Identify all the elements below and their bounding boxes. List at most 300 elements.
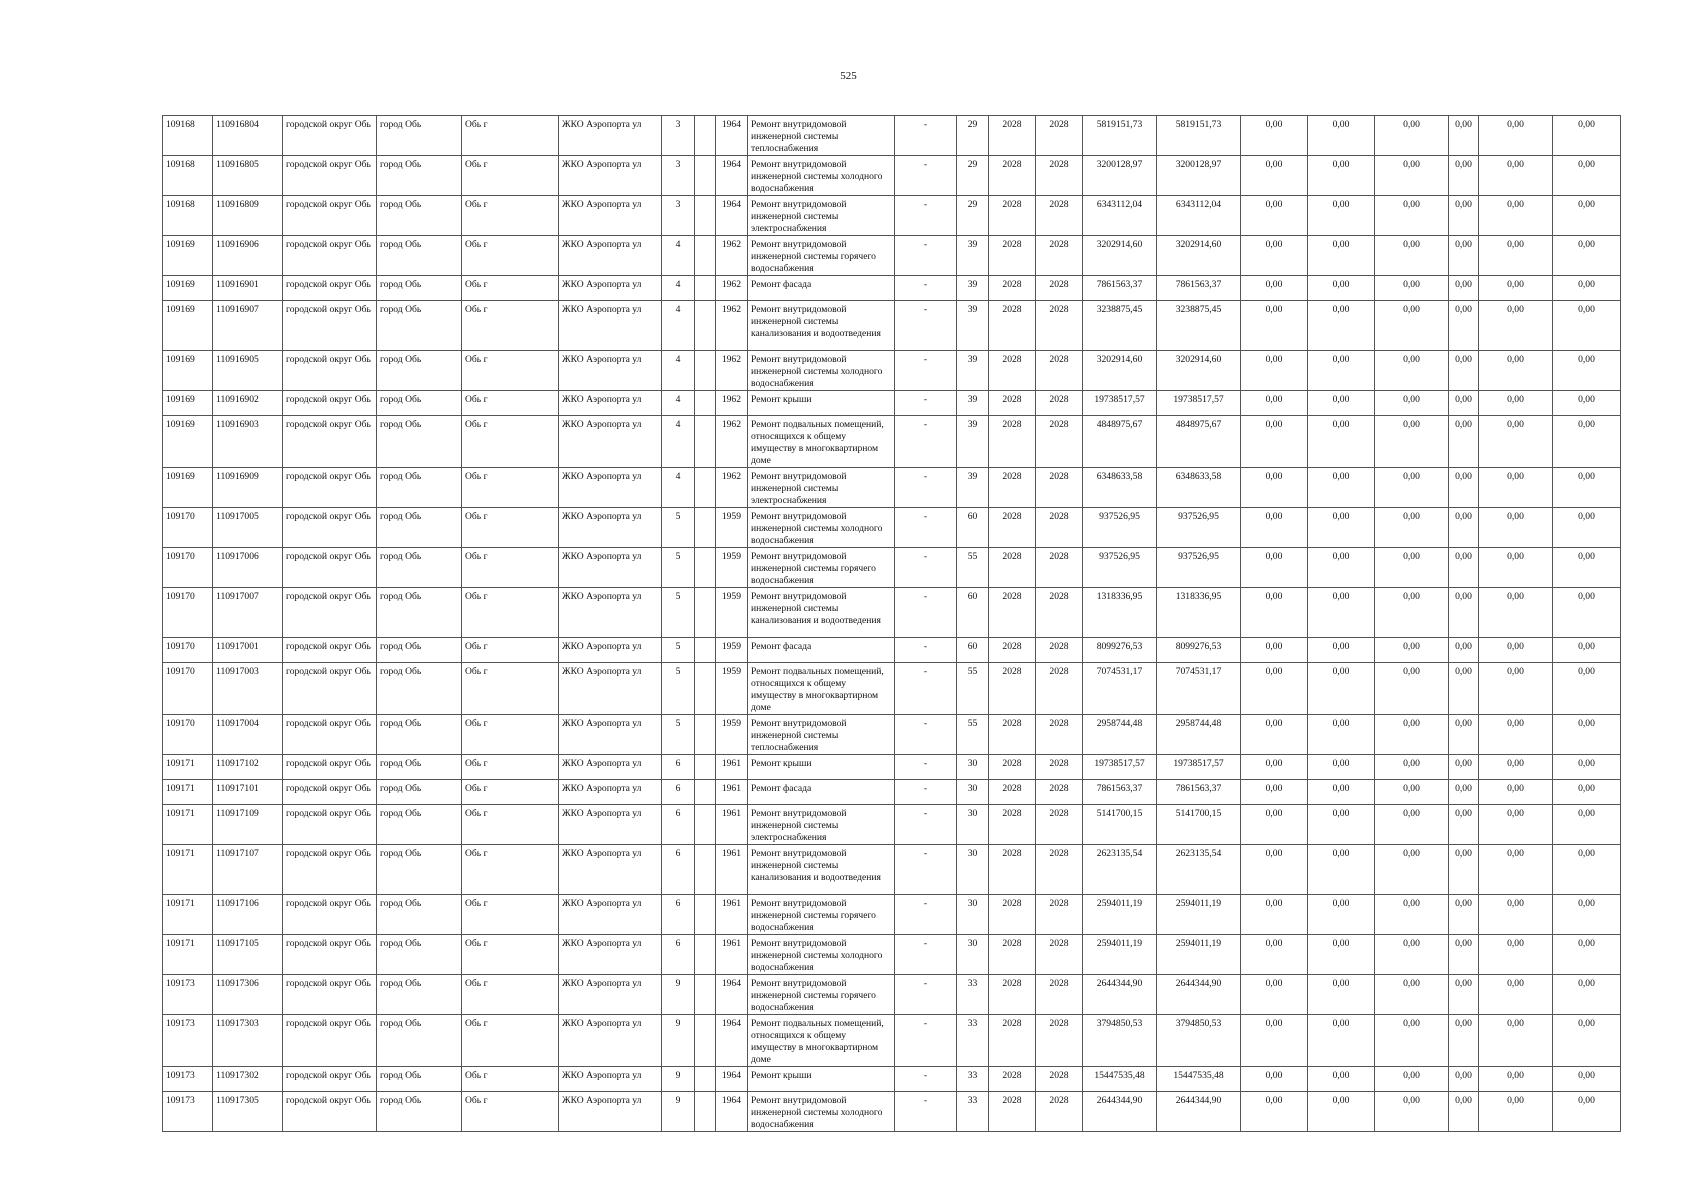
plan-year-end-cell: 2028: [1036, 663, 1083, 715]
work-code-cell: 110917306: [213, 975, 283, 1015]
table-row: [163, 276, 1621, 301]
fund-2-cell: 0,00: [1308, 663, 1375, 715]
fund-5-cell: 0,00: [1479, 416, 1553, 468]
fund-1-cell: 0,00: [1241, 1015, 1308, 1067]
fund-2-cell: 0,00: [1308, 156, 1375, 196]
dash-cell: -: [895, 805, 957, 845]
house-number-cell: 5: [662, 715, 695, 755]
work-type-cell: Ремонт крыши: [748, 755, 895, 780]
building-letter-cell: [695, 196, 716, 236]
work-code-cell: 110917004: [213, 715, 283, 755]
work-code-cell: 110917109: [213, 805, 283, 845]
plan-year-start-cell: 2028: [989, 1092, 1036, 1132]
settlement-cell: город Обь: [377, 715, 462, 755]
work-code-cell: 110916804: [213, 116, 283, 156]
work-type-cell: Ремонт внутридомовой инженерной системы канализования и водоотведения: [748, 588, 895, 638]
plan-year-start-cell: 2028: [989, 351, 1036, 391]
dash-cell: -: [895, 391, 957, 416]
street-cell: ЖКО Аэропорта ул: [559, 391, 662, 416]
settlement-cell: город Обь: [377, 391, 462, 416]
fund-4-cell: 0,00: [1449, 1092, 1479, 1132]
settlement-cell: город Обь: [377, 301, 462, 351]
fund-5-cell: 0,00: [1479, 116, 1553, 156]
plan-year-end-cell: 2028: [1036, 935, 1083, 975]
wear-cell: 29: [957, 156, 989, 196]
work-type-cell: Ремонт подвальных помещений, относящихся к общему имуществу в многоквартирном доме: [748, 1015, 895, 1067]
fund-3-cell: 0,00: [1375, 1092, 1449, 1132]
fund-1-cell: 0,00: [1241, 715, 1308, 755]
plan-year-start-cell: 2028: [989, 1015, 1036, 1067]
year-built-cell: 1962: [716, 276, 748, 301]
table-row: [163, 1092, 1621, 1132]
house-number-cell: 5: [662, 508, 695, 548]
dash-cell: -: [895, 715, 957, 755]
street-cell: ЖКО Аэропорта ул: [559, 116, 662, 156]
city-cell: Обь г: [462, 116, 559, 156]
work-code-cell: 110917101: [213, 780, 283, 805]
fund-4-cell: 0,00: [1449, 755, 1479, 780]
work-code-cell: 110917302: [213, 1067, 283, 1092]
dash-cell: -: [895, 351, 957, 391]
house-number-cell: 5: [662, 588, 695, 638]
fund-3-cell: 0,00: [1375, 1015, 1449, 1067]
cost-cell: 1318336,95: [1083, 588, 1157, 638]
wear-cell: 33: [957, 1067, 989, 1092]
fund-3-cell: 0,00: [1375, 548, 1449, 588]
work-type-cell: Ремонт внутридомовой инженерной системы электроснабжения: [748, 468, 895, 508]
house-number-cell: 4: [662, 391, 695, 416]
cost-cell: 2623135,54: [1083, 845, 1157, 895]
city-cell: Обь г: [462, 588, 559, 638]
work-type-cell: Ремонт внутридомовой инженерной системы горячего водоснабжения: [748, 975, 895, 1015]
house-number-cell: 4: [662, 301, 695, 351]
fund-5-cell: 0,00: [1479, 1067, 1553, 1092]
wear-cell: 39: [957, 236, 989, 276]
row-id-cell: 109169: [163, 236, 213, 276]
fund-1-cell: 0,00: [1241, 780, 1308, 805]
total-cost-cell: 2594011,19: [1157, 935, 1241, 975]
total-cost-cell: 2958744,48: [1157, 715, 1241, 755]
building-letter-cell: [695, 780, 716, 805]
house-number-cell: 3: [662, 196, 695, 236]
fund-1-cell: 0,00: [1241, 301, 1308, 351]
street-cell: ЖКО Аэропорта ул: [559, 468, 662, 508]
plan-year-end-cell: 2028: [1036, 845, 1083, 895]
wear-cell: 30: [957, 780, 989, 805]
table-row: [163, 1015, 1621, 1067]
dash-cell: -: [895, 156, 957, 196]
work-type-cell: Ремонт подвальных помещений, относящихся к общему имуществу в многоквартирном доме: [748, 663, 895, 715]
district-cell: городской округ Обь: [283, 1015, 377, 1067]
fund-4-cell: 0,00: [1449, 236, 1479, 276]
wear-cell: 30: [957, 805, 989, 845]
plan-year-end-cell: 2028: [1036, 805, 1083, 845]
building-letter-cell: [695, 468, 716, 508]
fund-4-cell: 0,00: [1449, 416, 1479, 468]
cost-cell: 8099276,53: [1083, 638, 1157, 663]
building-letter-cell: [695, 845, 716, 895]
total-cost-cell: 2644344,90: [1157, 975, 1241, 1015]
fund-5-cell: 0,00: [1479, 975, 1553, 1015]
year-built-cell: 1959: [716, 588, 748, 638]
city-cell: Обь г: [462, 351, 559, 391]
table-row: [163, 895, 1621, 935]
fund-1-cell: 0,00: [1241, 845, 1308, 895]
row-id-cell: 109170: [163, 663, 213, 715]
year-built-cell: 1964: [716, 196, 748, 236]
table-row: [163, 416, 1621, 468]
settlement-cell: город Обь: [377, 975, 462, 1015]
wear-cell: 55: [957, 715, 989, 755]
work-type-cell: Ремонт внутридомовой инженерной системы холодного водоснабжения: [748, 935, 895, 975]
work-code-cell: 110917305: [213, 1092, 283, 1132]
house-number-cell: 9: [662, 1092, 695, 1132]
street-cell: ЖКО Аэропорта ул: [559, 805, 662, 845]
street-cell: ЖКО Аэропорта ул: [559, 663, 662, 715]
fund-6-cell: 0,00: [1553, 715, 1621, 755]
wear-cell: 33: [957, 975, 989, 1015]
year-built-cell: 1959: [716, 638, 748, 663]
settlement-cell: город Обь: [377, 416, 462, 468]
table-row: [163, 116, 1621, 156]
building-letter-cell: [695, 276, 716, 301]
fund-3-cell: 0,00: [1375, 236, 1449, 276]
fund-6-cell: 0,00: [1553, 416, 1621, 468]
building-letter-cell: [695, 805, 716, 845]
fund-1-cell: 0,00: [1241, 391, 1308, 416]
fund-3-cell: 0,00: [1375, 276, 1449, 301]
district-cell: городской округ Обь: [283, 975, 377, 1015]
fund-5-cell: 0,00: [1479, 715, 1553, 755]
year-built-cell: 1961: [716, 755, 748, 780]
work-code-cell: 110916905: [213, 351, 283, 391]
house-number-cell: 9: [662, 1067, 695, 1092]
plan-year-start-cell: 2028: [989, 975, 1036, 1015]
cost-cell: 7861563,37: [1083, 276, 1157, 301]
city-cell: Обь г: [462, 1092, 559, 1132]
plan-year-end-cell: 2028: [1036, 548, 1083, 588]
city-cell: Обь г: [462, 638, 559, 663]
row-id-cell: 109173: [163, 1092, 213, 1132]
plan-year-start-cell: 2028: [989, 196, 1036, 236]
district-cell: городской округ Обь: [283, 895, 377, 935]
dash-cell: -: [895, 1092, 957, 1132]
year-built-cell: 1964: [716, 116, 748, 156]
plan-year-start-cell: 2028: [989, 236, 1036, 276]
fund-6-cell: 0,00: [1553, 588, 1621, 638]
district-cell: городской округ Обь: [283, 755, 377, 780]
cost-cell: 937526,95: [1083, 548, 1157, 588]
total-cost-cell: 1318336,95: [1157, 588, 1241, 638]
plan-year-end-cell: 2028: [1036, 895, 1083, 935]
cost-cell: 5141700,15: [1083, 805, 1157, 845]
city-cell: Обь г: [462, 196, 559, 236]
fund-4-cell: 0,00: [1449, 301, 1479, 351]
fund-1-cell: 0,00: [1241, 663, 1308, 715]
fund-2-cell: 0,00: [1308, 548, 1375, 588]
work-type-cell: Ремонт внутридомовой инженерной системы холодного водоснабжения: [748, 508, 895, 548]
house-number-cell: 6: [662, 895, 695, 935]
district-cell: городской округ Обь: [283, 548, 377, 588]
fund-2-cell: 0,00: [1308, 276, 1375, 301]
settlement-cell: город Обь: [377, 1067, 462, 1092]
fund-6-cell: 0,00: [1553, 1015, 1621, 1067]
dash-cell: -: [895, 468, 957, 508]
row-id-cell: 109168: [163, 116, 213, 156]
fund-5-cell: 0,00: [1479, 196, 1553, 236]
table-row: [163, 715, 1621, 755]
building-letter-cell: [695, 663, 716, 715]
street-cell: ЖКО Аэропорта ул: [559, 156, 662, 196]
work-code-cell: 110917106: [213, 895, 283, 935]
settlement-cell: город Обь: [377, 196, 462, 236]
plan-year-end-cell: 2028: [1036, 301, 1083, 351]
street-cell: ЖКО Аэропорта ул: [559, 351, 662, 391]
plan-year-start-cell: 2028: [989, 116, 1036, 156]
city-cell: Обь г: [462, 805, 559, 845]
fund-4-cell: 0,00: [1449, 351, 1479, 391]
fund-1-cell: 0,00: [1241, 156, 1308, 196]
fund-3-cell: 0,00: [1375, 196, 1449, 236]
district-cell: городской округ Обь: [283, 935, 377, 975]
cost-cell: 15447535,48: [1083, 1067, 1157, 1092]
work-code-cell: 110917003: [213, 663, 283, 715]
wear-cell: 60: [957, 638, 989, 663]
fund-6-cell: 0,00: [1553, 755, 1621, 780]
plan-year-start-cell: 2028: [989, 805, 1036, 845]
row-id-cell: 109168: [163, 156, 213, 196]
total-cost-cell: 7074531,17: [1157, 663, 1241, 715]
fund-2-cell: 0,00: [1308, 468, 1375, 508]
wear-cell: 39: [957, 391, 989, 416]
street-cell: ЖКО Аэропорта ул: [559, 588, 662, 638]
street-cell: ЖКО Аэропорта ул: [559, 638, 662, 663]
table-row: [163, 805, 1621, 845]
total-cost-cell: 15447535,48: [1157, 1067, 1241, 1092]
settlement-cell: город Обь: [377, 116, 462, 156]
house-number-cell: 5: [662, 638, 695, 663]
fund-4-cell: 0,00: [1449, 196, 1479, 236]
cost-cell: 4848975,67: [1083, 416, 1157, 468]
fund-2-cell: 0,00: [1308, 1067, 1375, 1092]
house-number-cell: 9: [662, 1015, 695, 1067]
work-type-cell: Ремонт внутридомовой инженерной системы электроснабжения: [748, 805, 895, 845]
district-cell: городской округ Обь: [283, 156, 377, 196]
fund-2-cell: 0,00: [1308, 780, 1375, 805]
work-type-cell: Ремонт внутридомовой инженерной системы горячего водоснабжения: [748, 895, 895, 935]
total-cost-cell: 8099276,53: [1157, 638, 1241, 663]
plan-year-start-cell: 2028: [989, 548, 1036, 588]
street-cell: ЖКО Аэропорта ул: [559, 236, 662, 276]
fund-2-cell: 0,00: [1308, 805, 1375, 845]
table-row: [163, 548, 1621, 588]
cost-cell: 3200128,97: [1083, 156, 1157, 196]
fund-6-cell: 0,00: [1553, 935, 1621, 975]
city-cell: Обь г: [462, 755, 559, 780]
dash-cell: -: [895, 935, 957, 975]
district-cell: городской округ Обь: [283, 508, 377, 548]
work-code-cell: 110917007: [213, 588, 283, 638]
row-id-cell: 109169: [163, 351, 213, 391]
fund-1-cell: 0,00: [1241, 755, 1308, 780]
wear-cell: 39: [957, 468, 989, 508]
plan-year-end-cell: 2028: [1036, 236, 1083, 276]
row-id-cell: 109171: [163, 755, 213, 780]
street-cell: ЖКО Аэропорта ул: [559, 1067, 662, 1092]
plan-year-start-cell: 2028: [989, 276, 1036, 301]
fund-1-cell: 0,00: [1241, 468, 1308, 508]
dash-cell: -: [895, 196, 957, 236]
fund-3-cell: 0,00: [1375, 780, 1449, 805]
dash-cell: -: [895, 755, 957, 780]
cost-cell: 19738517,57: [1083, 391, 1157, 416]
work-type-cell: Ремонт фасада: [748, 780, 895, 805]
cost-cell: 7861563,37: [1083, 780, 1157, 805]
work-code-cell: 110916901: [213, 276, 283, 301]
city-cell: Обь г: [462, 301, 559, 351]
fund-4-cell: 0,00: [1449, 715, 1479, 755]
row-id-cell: 109170: [163, 548, 213, 588]
row-id-cell: 109168: [163, 196, 213, 236]
row-id-cell: 109169: [163, 416, 213, 468]
total-cost-cell: 3202914,60: [1157, 351, 1241, 391]
settlement-cell: город Обь: [377, 468, 462, 508]
fund-1-cell: 0,00: [1241, 975, 1308, 1015]
fund-6-cell: 0,00: [1553, 391, 1621, 416]
fund-3-cell: 0,00: [1375, 468, 1449, 508]
fund-1-cell: 0,00: [1241, 351, 1308, 391]
year-built-cell: 1961: [716, 805, 748, 845]
street-cell: ЖКО Аэропорта ул: [559, 935, 662, 975]
fund-5-cell: 0,00: [1479, 1015, 1553, 1067]
plan-year-end-cell: 2028: [1036, 196, 1083, 236]
plan-year-end-cell: 2028: [1036, 755, 1083, 780]
fund-1-cell: 0,00: [1241, 548, 1308, 588]
fund-3-cell: 0,00: [1375, 715, 1449, 755]
fund-6-cell: 0,00: [1553, 1067, 1621, 1092]
plan-year-end-cell: 2028: [1036, 116, 1083, 156]
table-body: [163, 116, 1621, 1132]
fund-4-cell: 0,00: [1449, 508, 1479, 548]
district-cell: городской округ Обь: [283, 301, 377, 351]
fund-3-cell: 0,00: [1375, 638, 1449, 663]
house-number-cell: 9: [662, 975, 695, 1015]
building-letter-cell: [695, 301, 716, 351]
wear-cell: 39: [957, 416, 989, 468]
fund-4-cell: 0,00: [1449, 935, 1479, 975]
fund-1-cell: 0,00: [1241, 935, 1308, 975]
dash-cell: -: [895, 588, 957, 638]
settlement-cell: город Обь: [377, 351, 462, 391]
district-cell: городской округ Обь: [283, 588, 377, 638]
district-cell: городской округ Обь: [283, 416, 377, 468]
district-cell: городской округ Обь: [283, 351, 377, 391]
fund-6-cell: 0,00: [1553, 805, 1621, 845]
work-type-cell: Ремонт внутридомовой инженерной системы электроснабжения: [748, 196, 895, 236]
street-cell: ЖКО Аэропорта ул: [559, 780, 662, 805]
table-row: [163, 935, 1621, 975]
city-cell: Обь г: [462, 236, 559, 276]
city-cell: Обь г: [462, 715, 559, 755]
plan-year-end-cell: 2028: [1036, 715, 1083, 755]
year-built-cell: 1959: [716, 715, 748, 755]
plan-year-end-cell: 2028: [1036, 975, 1083, 1015]
wear-cell: 29: [957, 116, 989, 156]
dash-cell: -: [895, 276, 957, 301]
plan-year-start-cell: 2028: [989, 588, 1036, 638]
house-number-cell: 6: [662, 780, 695, 805]
table-row: [163, 780, 1621, 805]
fund-3-cell: 0,00: [1375, 895, 1449, 935]
fund-6-cell: 0,00: [1553, 548, 1621, 588]
house-number-cell: 4: [662, 276, 695, 301]
year-built-cell: 1959: [716, 548, 748, 588]
wear-cell: 60: [957, 508, 989, 548]
plan-year-start-cell: 2028: [989, 715, 1036, 755]
fund-6-cell: 0,00: [1553, 663, 1621, 715]
district-cell: городской округ Обь: [283, 468, 377, 508]
row-id-cell: 109169: [163, 468, 213, 508]
district-cell: городской округ Обь: [283, 276, 377, 301]
table-row: [163, 156, 1621, 196]
fund-1-cell: 0,00: [1241, 638, 1308, 663]
fund-2-cell: 0,00: [1308, 1092, 1375, 1132]
cost-cell: 19738517,57: [1083, 755, 1157, 780]
dash-cell: -: [895, 1015, 957, 1067]
dash-cell: -: [895, 301, 957, 351]
fund-2-cell: 0,00: [1308, 588, 1375, 638]
fund-2-cell: 0,00: [1308, 236, 1375, 276]
wear-cell: 30: [957, 755, 989, 780]
house-number-cell: 5: [662, 663, 695, 715]
table-row: [163, 351, 1621, 391]
district-cell: городской округ Обь: [283, 116, 377, 156]
wear-cell: 39: [957, 301, 989, 351]
year-built-cell: 1962: [716, 301, 748, 351]
plan-year-start-cell: 2028: [989, 301, 1036, 351]
fund-2-cell: 0,00: [1308, 301, 1375, 351]
street-cell: ЖКО Аэропорта ул: [559, 1092, 662, 1132]
street-cell: ЖКО Аэропорта ул: [559, 845, 662, 895]
wear-cell: 33: [957, 1092, 989, 1132]
fund-5-cell: 0,00: [1479, 935, 1553, 975]
fund-2-cell: 0,00: [1308, 351, 1375, 391]
cost-cell: 2594011,19: [1083, 895, 1157, 935]
row-id-cell: 109170: [163, 588, 213, 638]
total-cost-cell: 19738517,57: [1157, 755, 1241, 780]
building-letter-cell: [695, 156, 716, 196]
fund-5-cell: 0,00: [1479, 1092, 1553, 1132]
table-row: [163, 975, 1621, 1015]
table-row: [163, 391, 1621, 416]
fund-6-cell: 0,00: [1553, 468, 1621, 508]
building-letter-cell: [695, 895, 716, 935]
fund-5-cell: 0,00: [1479, 638, 1553, 663]
fund-4-cell: 0,00: [1449, 780, 1479, 805]
wear-cell: 55: [957, 663, 989, 715]
work-code-cell: 110917107: [213, 845, 283, 895]
work-code-cell: 110917105: [213, 935, 283, 975]
building-letter-cell: [695, 638, 716, 663]
fund-3-cell: 0,00: [1375, 935, 1449, 975]
city-cell: Обь г: [462, 780, 559, 805]
fund-3-cell: 0,00: [1375, 805, 1449, 845]
fund-5-cell: 0,00: [1479, 468, 1553, 508]
building-letter-cell: [695, 755, 716, 780]
house-number-cell: 4: [662, 416, 695, 468]
total-cost-cell: 19738517,57: [1157, 391, 1241, 416]
row-id-cell: 109171: [163, 895, 213, 935]
